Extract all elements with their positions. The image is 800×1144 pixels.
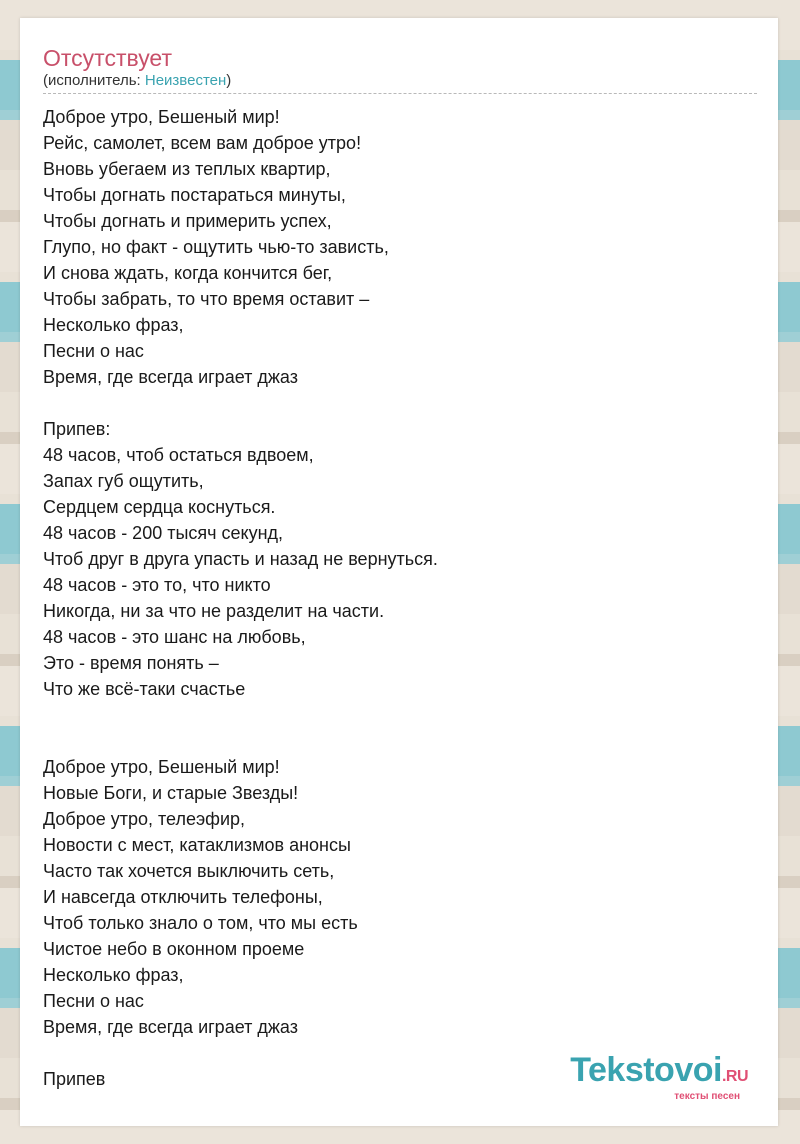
lyric-line [43,728,757,754]
lyric-line: И навсегда отключить телефоны, [43,887,323,907]
lyric-line: Песни о нас [43,991,144,1011]
lyric-line: 48 часов, чтоб остаться вдвоем, [43,445,314,465]
lyric-line: Чтобы забрать, то что время оставит – [43,289,370,309]
lyric-line: И снова ждать, когда кончится бег, [43,263,333,283]
song-title: Отсутствует [43,45,172,71]
lyric-line: Время, где всегда играет джаз [43,367,298,387]
lyric-line: Чтоб только знало о том, что мы есть [43,913,358,933]
site-logo[interactable] [570,1052,748,1102]
lyric-line: 48 часов - 200 тысяч секунд, [43,523,284,543]
divider [43,93,757,94]
lyric-line: Новости с мест, катаклизмов анонсы [43,835,351,855]
lyric-line: Чтобы догнать и примерить успех, [43,211,332,231]
lyric-line: Припев [43,1069,106,1089]
artist-link[interactable]: Неизвестен [144,72,227,89]
lyric-line: Никогда, ни за что не разделит на части. [43,601,385,621]
artist-suffix: ) [226,72,232,89]
lyric-line: Припев: [43,419,111,439]
lyric-line: Часто так хочется выключить сеть, [43,861,335,881]
logo-tagline: тексты песен [674,1091,740,1102]
logo-tld: .RU [721,1068,748,1085]
lyric-line: Сердцем сердца коснуться. [43,497,276,517]
lyric-line: Несколько фраз, [43,965,184,985]
lyric-line: Чтобы догнать постараться минуты, [43,185,346,205]
lyric-line: Песни о нас [43,341,144,361]
lyric-line: Время, где всегда играет джаз [43,1017,298,1037]
lyric-line: Несколько фраз, [43,315,184,335]
artist-line [43,72,231,90]
lyric-line: Доброе утро, Бешеный мир! [43,757,280,777]
lyrics-text [43,104,757,1092]
lyric-line: Доброе утро, Бешеный мир! [43,107,280,127]
lyric-line: Что же всё-таки счастье [43,679,246,699]
lyric-line: Глупо, но факт - ощутить чью-то зависть, [43,237,389,257]
artist-prefix: (исполнитель: [43,72,145,89]
lyric-line: Вновь убегаем из теплых квартир, [43,159,331,179]
lyric-line: 48 часов - это то, что никто [43,575,271,595]
lyric-line [43,390,757,416]
lyric-line [43,702,757,728]
lyric-line: Чистое небо в оконном проеме [43,939,305,959]
lyrics-sheet [20,18,778,1126]
logo-name: Tekstovoi [570,1051,722,1089]
lyric-line: Доброе утро, телеэфир, [43,809,246,829]
lyric-line: Запах губ ощутить, [43,471,204,491]
lyric-line: Это - время понять – [43,653,219,673]
lyric-line: Рейс, самолет, всем вам доброе утро! [43,133,362,153]
lyric-line: 48 часов - это шанс на любовь, [43,627,306,647]
lyric-line: Новые Боги, и старые Звезды! [43,783,299,803]
lyric-line: Чтоб друг в друга упасть и назад не вернуться. [43,549,438,569]
